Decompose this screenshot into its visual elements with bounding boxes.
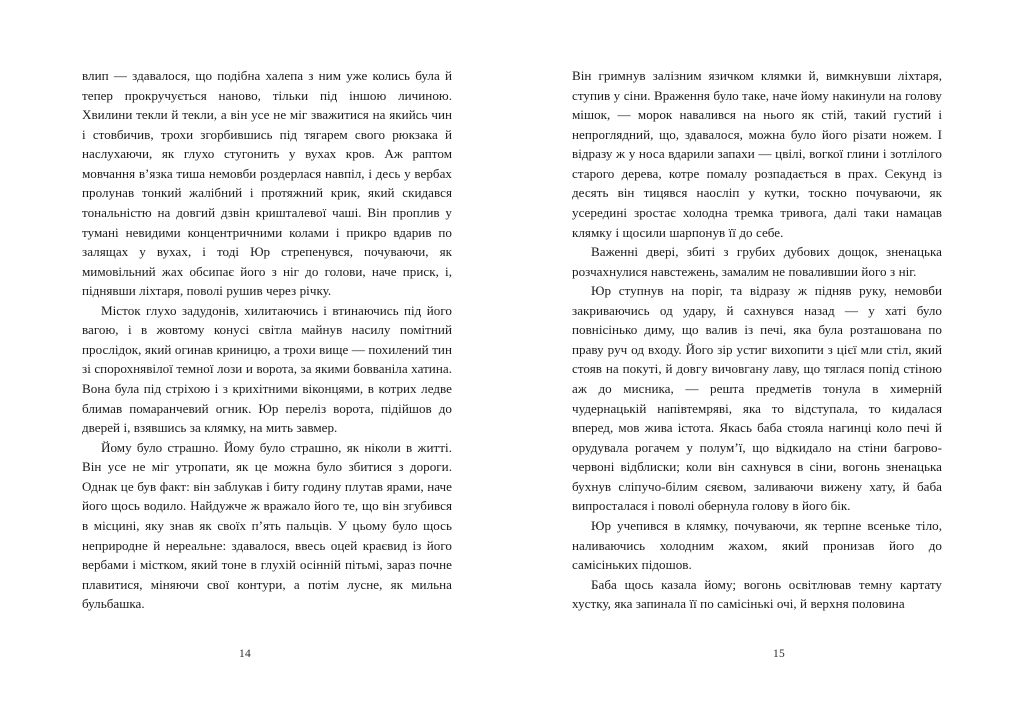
page-right	[512, 0, 1024, 712]
paragraph: Він гримнув залізним язичком клямки й, вимкнувши ліхтаря, ступив у сіни. Враження було таке, наче йому накинули на голову мішок, — морок навалився на нього як стій, такий густий і непроглядний, що, здавалося, можна було його різати ножем. І відразу ж у носа вдарили запахи — цвілі, вогкої глини і зотлілого старого дерева, котре помалу розпадається в прах. Секунд із десять він тицявся наосліп у кутки, тоскно почуваючи, як усередині зростає холодна тремка тривога, далі таки намацав клямку і щосили шарпонув її до себе.	[572, 68, 942, 240]
paragraph: влип — здавалося, що подібна халепа з ним уже колись була й тепер прокручується наново, тільки під іншою личиною. Хвилини текли й текли, а він усе не міг зважитися на якийсь чин і стовбичив, трохи згорбившись під тягарем свого рюкзака й наслухаючи, як глухо стугонить у вухах кров. Аж раптом мовчання в’язка тиша немовби роздерлася навпіл, і десь у вербах пролунав тонкий жалібний і протяжний крик, який скидався тональністю на довгий дзвін кришталевої чаші. Він проплив у тумані невидими концентричними колами і прикро вдарив по залящах у вухах, і тоді Юр стрепенувся, почуваючи, як мимовільний жах обсипає його з ніг до голови, наче приск, і, піднявши ліхтаря, поволі рушив через річку.	[82, 68, 452, 299]
paragraph: Юр учепився в клямку, почуваючи, як терпне всеньке тіло, наливаючись холодним жахом, який пронизав його до самісіньких підошов.	[572, 517, 942, 573]
page-number-left: 14	[238, 648, 252, 660]
paragraph: Місток глухо задудонів, хилитаючись і втинаючись під його вагою, і в жовтому конусі світла майнув насилу помітний прослідок, який огинав криницю, а трохи вище — похилений тин зі спорохнявілої темної лози и ворота, за якими бовваніла хатина. Вона була під стріхою і з крихітними віконцями, в котрих ледве блимав помаранчевий огник. Юр переліз ворота, підійшов до дверей і, взявшись за клямку, на мить завмер.	[82, 302, 452, 436]
paragraph: Йому було страшно. Йому було страшно, як ніколи в житті. Він усе не міг утропати, як це можна було збитися з дороги. Однак це був факт: він заблукав і биту годину плутав ярами, наче його щось водило. Найдужче ж вражало його те, що він згубився в місцині, яку знав як своїх п’ять пальців. У цьому було щось неприродне й нереальне: здавалося, ввесь оцей краєвид із його вербами і містком, який тоне в глухій осінній пітьмі, зараз почне плавитися, міняючи свої контури, а потім лусне, як мильна бульбашка.	[82, 439, 452, 612]
page-number-right: 15	[772, 648, 786, 660]
page-right-text-column	[512, 0, 1024, 648]
page-left-text-column	[0, 0, 512, 648]
paragraph: Юр ступнув на поріг, та відразу ж підняв руку, немовби закриваючись од удару, й сахнувся назад — у хаті було повнісінько диму, що валив із печі, яка була розташована по праву руч од входу. Його зір устиг вихопити з цієї мли стіл, який стояв на покуті, й довгу вичовгану лаву, що тяглася попід стіною аж до мисника, — решта предметів тонула в химерній чудернацькій напівтемряві, яка то відступала, то кидалася вперед, мов жива істота. Якась баба стояла нагинці коло печі й орудувала рогачем у полум’ї, що відкидало на стіни багрово-червоні відблиски; коли він сахнувся в сіни, вогонь зненацька бухнув сліпучо-білим сяєвом, заливаючи вижену хату, й баба випросталася і поволі обернула голову в його бік.	[572, 283, 942, 514]
paragraph: Баба щось казала йому; вогонь освітлював темну картату хустку, яка запинала її по самісінькі очі, й верхня половина	[572, 576, 942, 612]
paragraph: Важенні двері, збиті з грубих дубових дощок, зненацька розчахнулися навстежень, замалим не повалившии його з ніг.	[572, 244, 942, 279]
